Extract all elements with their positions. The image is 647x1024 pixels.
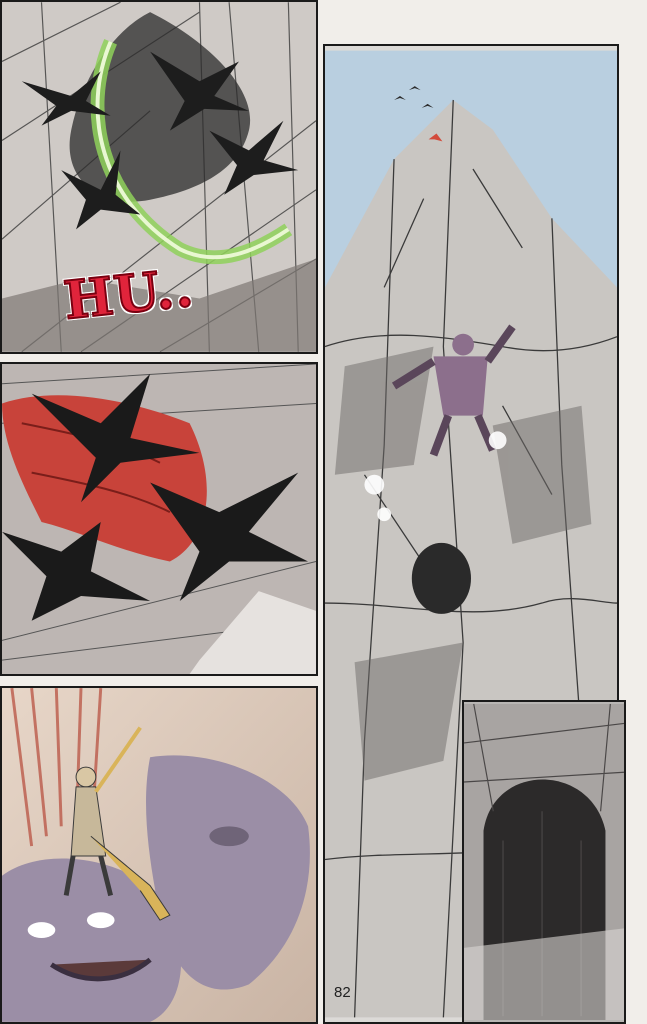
panel-crows-slash (0, 0, 318, 354)
page-number: 82 (334, 984, 351, 1001)
cave-opening (412, 543, 471, 614)
panel-cave-entrance (462, 700, 626, 1024)
charge-art (2, 688, 316, 1022)
crows-cape-art (2, 364, 316, 674)
panel-charge (0, 686, 318, 1024)
sound-effect-hu: HU.. (61, 257, 197, 332)
panel-crows-cape (0, 362, 318, 676)
cave-entrance-art (464, 702, 624, 1022)
